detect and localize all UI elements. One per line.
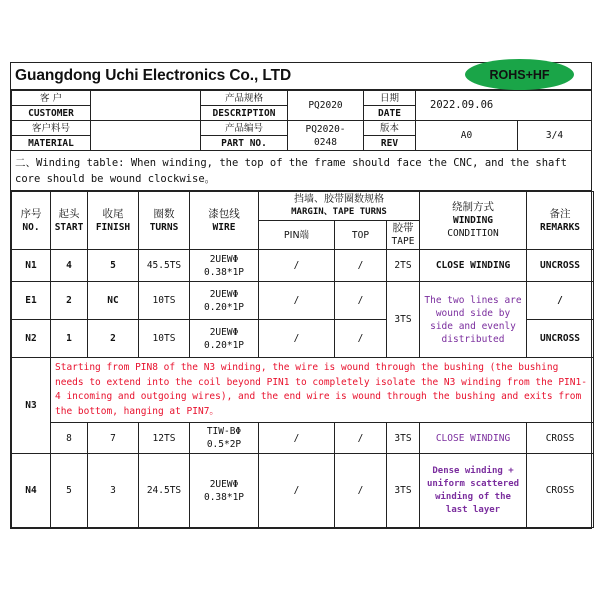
table-row — [12, 282, 594, 320]
col-wire-en: WIRE — [212, 221, 236, 233]
wire-size: 0.5*2P — [206, 439, 242, 450]
row-wire — [190, 454, 259, 528]
row-top: / — [335, 423, 387, 454]
wire-size: 0.20*1P — [203, 339, 245, 351]
material-label-en: MATERIAL — [12, 136, 91, 151]
col-finish-en: FINISH — [95, 221, 131, 233]
winding-spec-sheet — [10, 62, 592, 529]
row-turns: 12TS — [139, 423, 190, 454]
row-no: E1 — [12, 282, 51, 320]
col-tape-cn: 胶带 — [392, 222, 414, 234]
col-turns-cn: 圈数 — [153, 207, 175, 220]
date-label-en: DATE — [364, 106, 416, 121]
col-header-start — [51, 192, 88, 250]
customer-label-cn: 客 户 — [12, 91, 91, 106]
rohs-hf-badge — [465, 59, 574, 90]
material-label-cn: 客户料号 — [12, 121, 91, 136]
part-label-en: PART NO. — [201, 136, 288, 151]
col-tape-en: TAPE — [391, 236, 415, 247]
winding-table — [11, 191, 594, 528]
row-remarks: / — [527, 282, 594, 320]
row-start: 8 — [51, 423, 88, 454]
col-header-tape — [387, 221, 420, 250]
col-header-turns — [139, 192, 190, 250]
table-row — [12, 423, 594, 454]
description-label-en: DESCRIPTION — [201, 106, 288, 121]
wire-type: 2UEWΦ — [209, 326, 239, 338]
table-row — [12, 250, 594, 282]
wire-size: 0.38*1P — [203, 266, 245, 278]
col-finish-cn: 收尾 — [102, 207, 124, 220]
n3-instruction-note: Starting from PIN8 of the N3 winding, the wire is wound through the bushing (the bushing needs to extend into the coil beyond PIN1 to completely isolate the N3 winding from the PIN1-4 incoming and outgoing wires), and the end wire is wound through the bushing and exits from the bottom, hanging at PIN7。 — [51, 358, 594, 423]
row-finish: NC — [88, 282, 139, 320]
col-wire-cn: 漆包线 — [208, 207, 240, 220]
row-turns: 10TS — [139, 282, 190, 320]
col-header-wire — [190, 192, 259, 250]
row-turns: 45.5TS — [139, 250, 190, 282]
description-label-cn: 产品规格 — [201, 91, 288, 106]
row-finish: 2 — [88, 320, 139, 358]
row-finish: 7 — [88, 423, 139, 454]
row-remarks: UNCROSS — [527, 250, 594, 282]
row-no: N3 — [12, 358, 51, 454]
row-top: / — [335, 320, 387, 358]
col-cond-en2: CONDITION — [447, 228, 499, 239]
col-header-no — [12, 192, 51, 250]
rohs-badge-label: ROHS+HF — [489, 67, 550, 82]
wire-type: 2UEWΦ — [209, 288, 239, 300]
row-condition: CLOSE WINDING — [420, 423, 527, 454]
row-finish: 5 — [88, 250, 139, 282]
wire-type: TIW-BΦ — [206, 426, 242, 437]
rev-value: A0 — [416, 121, 518, 151]
row-no: N4 — [12, 454, 51, 528]
row-no: N1 — [12, 250, 51, 282]
part-label-cn: 产品编号 — [201, 121, 288, 136]
col-header-margin — [259, 192, 420, 221]
description-value: PQ2020 — [288, 91, 364, 121]
col-turns-en: TURNS — [149, 221, 179, 233]
part-value-line1: PQ2020- — [305, 123, 346, 135]
row-remarks: UNCROSS — [527, 320, 594, 358]
row-start: 2 — [51, 282, 88, 320]
col-no-cn: 序号 — [20, 207, 42, 220]
page-number: 3/4 — [518, 121, 592, 151]
row-turns: 24.5TS — [139, 454, 190, 528]
col-remarks-en: REMARKS — [539, 221, 581, 233]
row-top: / — [335, 282, 387, 320]
date-value: 2022.09.06 — [416, 91, 592, 121]
row-remarks: CROSS — [527, 454, 594, 528]
row-tape: 3TS — [387, 454, 420, 528]
table-row — [12, 454, 594, 528]
row-turns: 10TS — [139, 320, 190, 358]
col-no-en: NO. — [22, 221, 40, 233]
col-header-pin-side: PIN端 — [259, 221, 335, 250]
row-pin: / — [259, 282, 335, 320]
row-condition: The two lines are wound side by side and evenly distributed — [420, 282, 527, 358]
row-condition: CLOSE WINDING — [420, 250, 527, 282]
wire-size: 0.20*1P — [203, 301, 245, 313]
row-start: 5 — [51, 454, 88, 528]
part-value — [288, 121, 364, 151]
col-remarks-cn: 备注 — [549, 207, 571, 220]
col-start-cn: 起头 — [58, 207, 80, 220]
row-condition: Dense winding + uniform scattered winding of the last layer — [420, 454, 527, 528]
col-cond-en1: WINDING — [452, 215, 494, 226]
customer-value — [91, 91, 201, 121]
row-top: / — [335, 454, 387, 528]
col-start-en: START — [54, 221, 84, 233]
col-header-remarks — [527, 192, 594, 250]
col-header-finish — [88, 192, 139, 250]
rev-label-cn: 版本 — [364, 121, 416, 136]
row-start: 1 — [51, 320, 88, 358]
part-value-line2: 0248 — [314, 136, 337, 148]
table-row — [12, 358, 594, 423]
company-name: Guangdong Uchi Electronics Co., LTD — [15, 67, 292, 84]
date-label-cn: 日期 — [364, 91, 416, 106]
row-wire — [190, 250, 259, 282]
row-pin: / — [259, 454, 335, 528]
col-header-top: TOP — [335, 221, 387, 250]
row-finish: 3 — [88, 454, 139, 528]
col-margin-en: MARGIN、TAPE TURNS — [291, 207, 387, 217]
winding-instruction-note: 二、Winding table: When winding, the top of the frame should face the CNC, and the shaft core should be wound clockwise。 — [11, 151, 591, 191]
row-wire — [190, 282, 259, 320]
row-top: / — [335, 250, 387, 282]
wire-size: 0.38*1P — [203, 491, 245, 503]
row-wire — [190, 320, 259, 358]
material-value — [91, 121, 201, 151]
row-pin: / — [259, 423, 335, 454]
row-tape: 3TS — [387, 282, 420, 358]
col-margin-cn: 挡墙、胶带圈数规格 — [294, 194, 384, 205]
row-remarks: CROSS — [527, 423, 594, 454]
row-pin: / — [259, 250, 335, 282]
rev-label-en: REV — [364, 136, 416, 151]
row-tape: 3TS — [387, 423, 420, 454]
row-wire — [190, 423, 259, 454]
col-header-condition — [420, 192, 527, 250]
wire-type: 2UEWΦ — [209, 478, 239, 490]
row-start: 4 — [51, 250, 88, 282]
wire-type: 2UEWΦ — [209, 253, 239, 265]
header-info-table — [11, 90, 592, 151]
row-no: N2 — [12, 320, 51, 358]
row-pin: / — [259, 320, 335, 358]
customer-label-en: CUSTOMER — [12, 106, 91, 121]
title-row — [11, 63, 591, 90]
col-cond-cn: 绕制方式 — [452, 201, 494, 213]
row-tape: 2TS — [387, 250, 420, 282]
